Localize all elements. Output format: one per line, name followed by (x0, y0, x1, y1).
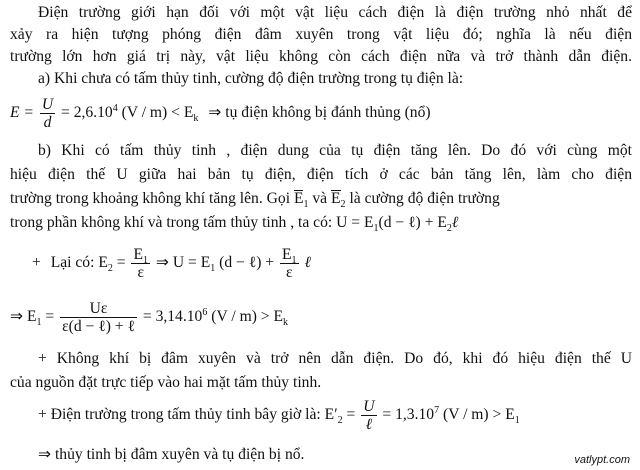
intro-line-3: trường lớn hơn giá trị này, vật liệu không còn cách điện nữa và trở thành dẫn điện. (10, 48, 632, 65)
part-a-text: a) Khi chưa có tấm thủy tinh, cường độ điện trường trong tụ điện là: (38, 70, 464, 87)
fraction-e1-over-epsilon-2: $\frac{E_1}{\varepsilon}$ (282, 245, 297, 281)
intro-line-1: Điện trường giới hạn đối với một vật liệu cách điện là điện trường nhỏ nhất để (38, 4, 632, 21)
part-b-line-1: b) Khi có tấm thủy tinh , điện dung của tụ điện tăng lên. Do đó với cùng một (38, 142, 632, 159)
fraction-e1-over-epsilon: $\frac{E_1}{\varepsilon}$ (133, 245, 148, 281)
fraction-u-over-d: $\frac{U}{d}$ (41, 95, 54, 131)
glass-equation: + Điện trường trong tấm thủy tinh bây giờ là: $E'_2$ = $\frac{U}{\text{ℓ}}$ = $1,3.10^7$ $(V / m) > E_1$ (38, 397, 520, 433)
intro-line-2: xảy ra hiện tượng phóng điện đâm xuyên trong vật liệu đó; nghĩa là nếu điện (10, 26, 632, 43)
part-b-line-4: trong phần không khí và trong tấm thủy tinh , ta có: $U = E_1(d$ − ℓ) + $E_2\ell$ (10, 214, 459, 235)
air-line-1: + Không khí bị đâm xuyên và trở nên dẫn điện. Do đó, khi đó hiệu điện thế U (38, 350, 632, 367)
vector-e1: E (293, 190, 304, 207)
fraction-u-epsilon: $\frac{U\varepsilon}{\text{ε(d − ℓ) + ℓ}}$ (62, 299, 135, 335)
equation-e1: ⇒ $E_1$ = $\frac{U\varepsilon}{\text{ε(d − ℓ) + ℓ}}$ = $3,14.10^6$ $(V / m) > E_k$ (10, 299, 289, 335)
vector-e2: E (331, 190, 341, 207)
part-b-line-3: trường trong khoảng không khí tăng lên. Gọi $E_1$ và $E_2$ là cường độ điện trường (10, 190, 500, 211)
part-a-equation: E = $\frac{U}{d}$ = $2,6.10^4$ $(V / m) < E_k$ ⇒ tụ điện không bị đánh thủng (nổ) (10, 95, 431, 131)
fraction-u-over-l: $\frac{U}{\text{ℓ}}$ (363, 397, 375, 433)
part-b-line-2: hiệu điện thế U giữa hai bản tụ điện, điện tích ở các bản tăng lên, làm cho điện (10, 166, 632, 183)
watermark: vatlypt.com (574, 454, 630, 466)
final-conclusion: ⇒ thủy tinh bị đâm xuyên và tụ điện bị nổ. (38, 446, 305, 463)
equation-lai-co: + Lại có: $E_2$ = $\frac{E_1}{\varepsilon}$ ⇒ $U = E_1$ (d − ℓ) + $\frac{E_1}{\varepsilon}$ ℓ (32, 245, 311, 281)
air-line-2: của nguồn đặt trực tiếp vào hai mặt tấm thủy tinh. (10, 374, 322, 391)
